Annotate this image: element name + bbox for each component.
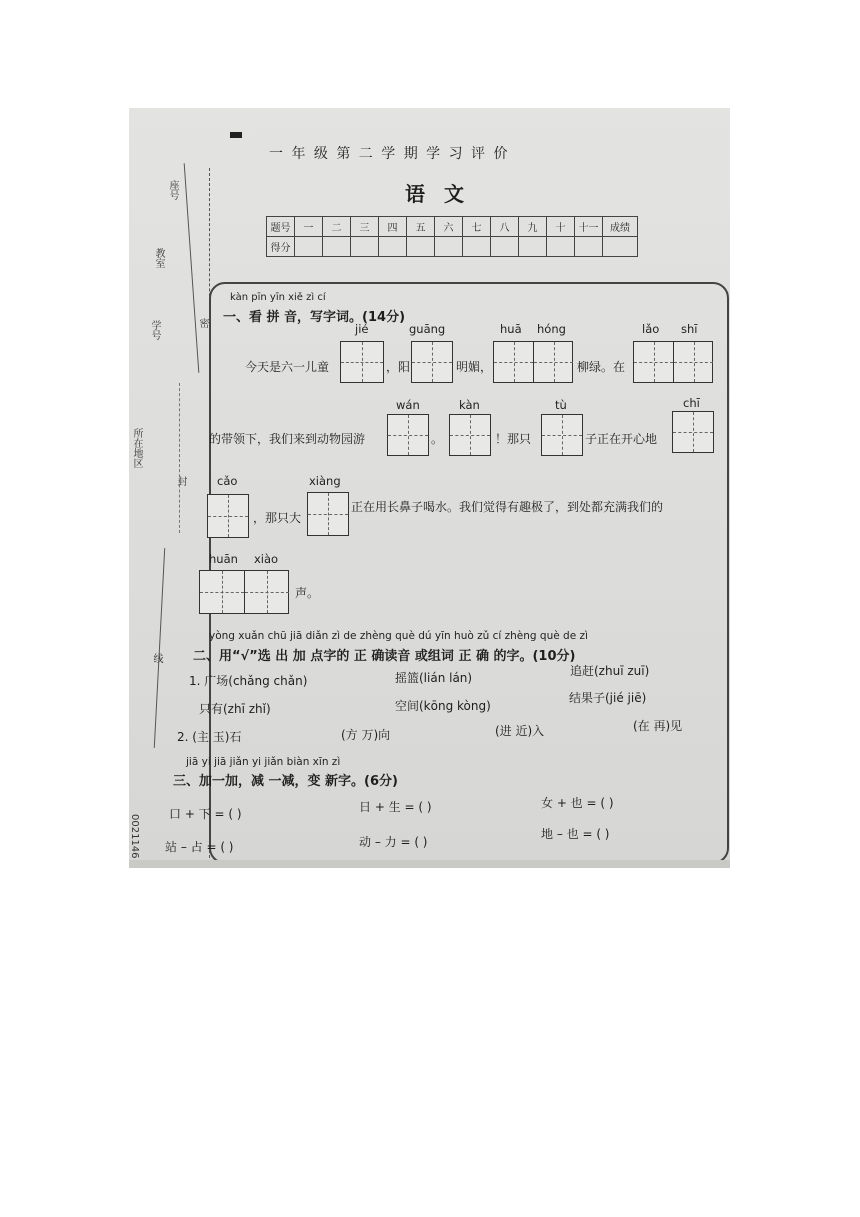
score-header-cell: 六 [435,217,463,237]
s3-eq-3: 女 + 也 = ( ) [541,796,614,810]
pinyin-wan: wán [396,398,420,412]
binding-line-mid [179,383,180,533]
pinyin-chi: chī [683,396,700,410]
answer-grid-cao[interactable] [207,494,249,538]
line3-text-b: 正在用长鼻子喝水。我们觉得有趣极了，到处都充满我们的 [351,500,664,514]
margin-label-seat: 座号 [167,180,178,200]
score-header-cell: 成绩 [603,217,638,237]
line2-text-d: 子正在开心地 [585,432,658,446]
margin-label-line: 线 [151,653,162,663]
s2-item-fangwan: (方 万)向 [341,728,391,742]
subject-title: 语 文 [405,182,470,206]
score-row-label: 得分 [267,237,295,257]
pinyin-huan: huān [209,552,238,566]
margin-label-seal: 密 [197,318,208,328]
score-header-cell: 九 [519,217,547,237]
s2-item-jinjin: (进 近)入 [495,724,545,738]
answer-grid-huanxiao[interactable] [199,570,289,614]
line2-text-b: 。 [431,432,444,446]
s3-eq-5: 动 – 力 = ( ) [359,835,428,849]
s2-item-zhuyu: 2. (主 玉)石 [177,730,242,744]
answer-grid-guang[interactable] [411,341,453,383]
section2-pinyin-heading: yòng xuǎn chū jiā diǎn zì de zhèng què dú yīn huò zǔ cí zhèng què de zì [209,630,588,642]
registration-mark [230,132,242,138]
score-header-cell: 十 [547,217,575,237]
score-header-cell: 一 [295,217,323,237]
score-header-cell: 三 [351,217,379,237]
exam-title: 一 年 级 第 二 学 期 学 习 评 价 [269,146,510,162]
scanned-exam-photo [129,108,730,868]
score-cell[interactable] [407,237,435,257]
score-header-cell: 五 [407,217,435,237]
s2-item-guangchang: 1. 广场(chǎng chǎn) [189,674,308,688]
section1-pinyin-heading: kàn pīn yīn xiě zì cí [230,292,326,303]
score-table-score-row [267,237,638,257]
line1-text-b: ，阳 [386,360,411,374]
line2-text-a: 的带领下，我们来到动物园游 [209,432,366,446]
s2-item-kongjian: 空间(kōng kòng) [395,699,491,713]
score-header-cell: 四 [379,217,407,237]
exam-sheet [129,108,730,868]
s2-item-zhiyou: 只有(zhī zhǐ) [199,702,271,716]
score-header-cell: 七 [463,217,491,237]
section1-heading: 一、看 拼 音，写字词。(14分) [223,310,406,325]
answer-grid-chi[interactable] [672,411,714,453]
margin-label-student-no: 学号 [149,320,160,340]
sheet-bottom-edge [129,860,730,868]
line1-text-c: 明媚， [456,360,493,374]
pinyin-hong: hóng [537,322,566,336]
score-cell[interactable] [491,237,519,257]
score-table-header-row [267,217,638,237]
section3-heading: 三、加一加，减 一减，变 新字。(6分) [173,774,398,789]
score-table [266,216,638,257]
binding-line-outer [184,163,200,373]
section3-pinyin-heading: jiā yi jiā jiǎn yi jiǎn biàn xīn zì [186,756,341,768]
s3-eq-2: 日 + 生 = ( ) [359,800,432,814]
score-cell[interactable] [323,237,351,257]
line3-text-a: ，那只大 [253,511,302,525]
s2-item-zaizai: (在 再)见 [633,719,683,733]
s2-item-zhuigan: 追赶(zhuī zuī) [570,664,650,678]
binding-line-low [154,548,165,748]
s3-eq-1: 口 + 下 = ( ) [169,807,242,821]
score-total-cell[interactable] [603,237,638,257]
answer-grid-tu[interactable] [541,414,583,456]
score-cell[interactable] [575,237,603,257]
answer-grid-kan[interactable] [449,414,491,456]
pinyin-lao: lǎo [642,322,660,336]
s2-item-yaolan: 摇篮(lián lán) [395,671,473,685]
score-cell[interactable] [435,237,463,257]
score-header-cell: 二 [323,217,351,237]
pinyin-cao: cǎo [217,474,238,488]
score-cell[interactable] [519,237,547,257]
margin-label-region: 所在地区 [131,428,142,468]
s2-item-jieguozi: 结果子(jié jiē) [569,691,647,705]
pinyin-kan: kàn [459,398,480,412]
answer-grid-xiang[interactable] [307,492,349,536]
line4-text-a: 声。 [295,586,320,600]
score-header-cell: 十一 [575,217,603,237]
pinyin-guang: guāng [409,322,446,336]
answer-grid-jie[interactable] [340,341,384,383]
score-cell[interactable] [379,237,407,257]
line1-text-a: 今天是六一儿童 [245,360,330,374]
answer-grid-wan[interactable] [387,414,429,456]
score-header-cell: 八 [491,217,519,237]
section2-heading: 二、用“√”选 出 加 点字的 正 确读音 或组词 正 确 的字。(10分) [193,649,576,664]
s3-eq-6: 地 – 也 = ( ) [541,827,610,841]
answer-grid-huahong[interactable] [493,341,573,383]
score-cell[interactable] [463,237,491,257]
score-cell[interactable] [295,237,323,257]
serial-number: 0021146 [129,814,140,859]
pinyin-hua: huā [500,322,522,336]
line2-text-c: ！那只 [495,432,532,446]
pinyin-xiao: xiào [254,552,279,566]
s3-eq-4: 站 – 占 = ( ) [165,840,234,854]
pinyin-shi: shī [681,322,698,336]
line1-text-d: 柳绿。在 [577,360,626,374]
score-cell[interactable] [351,237,379,257]
pinyin-xiang: xiàng [309,474,341,488]
pinyin-tu: tù [555,398,567,412]
score-cell[interactable] [547,237,575,257]
margin-label-seal2: 封 [175,476,186,486]
pinyin-jie: jié [355,322,369,336]
score-header-cell: 题号 [267,217,295,237]
margin-label-classroom: 教室 [153,248,164,268]
answer-grid-laoshi[interactable] [633,341,713,383]
